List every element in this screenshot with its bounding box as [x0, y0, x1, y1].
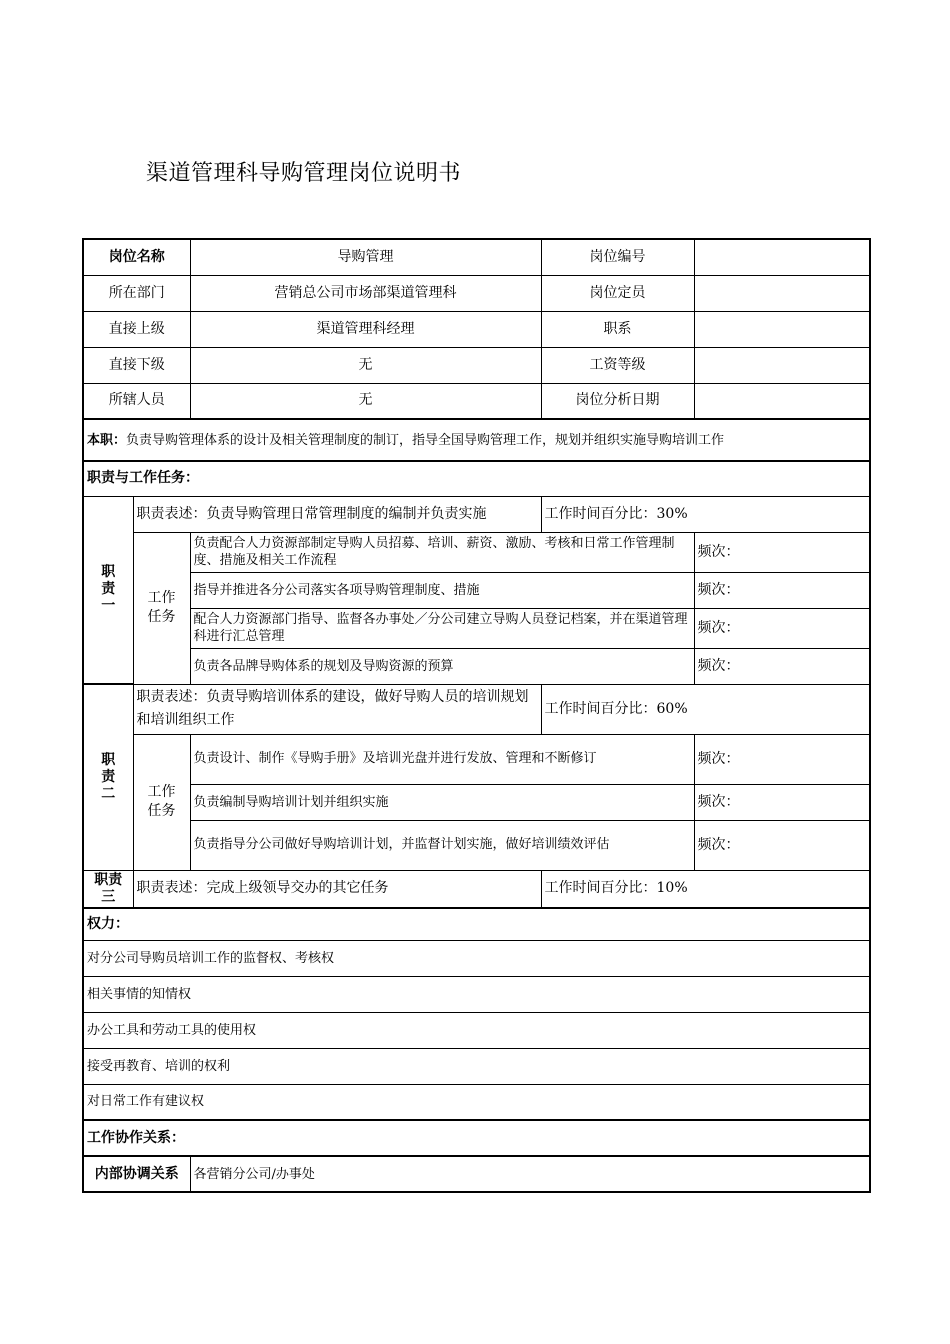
duty1-task: 指导并推进各分公司落实各项导购管理制度、措施: [190, 572, 694, 608]
duty2-desc-row: [83, 684, 870, 734]
duties-header-row: [83, 461, 870, 496]
duty1-task-row: [83, 532, 870, 572]
value-job-family: [694, 311, 870, 347]
basic-row-superior: [83, 311, 870, 347]
power-item-row: [83, 940, 870, 976]
duty2-task-row: [83, 820, 870, 870]
duty3-row: [83, 870, 870, 908]
duty2-task-freq: 频次：: [694, 820, 870, 870]
label-job-family: 职系: [541, 311, 694, 347]
duty3-label: [83, 870, 133, 908]
label-position-name: 岗位名称: [83, 239, 190, 275]
label-salary-grade: 工资等级: [541, 347, 694, 383]
page-title: 渠道管理科导购管理岗位说明书: [146, 161, 462, 186]
value-salary-grade: [694, 347, 870, 383]
duty2-task-freq: 频次：: [694, 784, 870, 820]
value-department: 营销总公司市场部渠道管理科: [190, 275, 541, 311]
duty2-task: 负责指导分公司做好导购培训计划，并监督计划实施，做好培训绩效评估: [190, 820, 694, 870]
duties-header: 职责与工作任务：: [83, 461, 870, 496]
basic-row-subordinate: [83, 347, 870, 383]
benzhi-text: 负责导购管理体系的设计及相关管理制度的制订，指导全国导购管理工作，规划并组织实施导购培训工作: [126, 432, 725, 448]
label-headcount: 岗位定员: [541, 275, 694, 311]
duty2-task: 负责设计、制作《导购手册》及培训光盘并进行发放、管理和不断修订: [190, 734, 694, 784]
power-item: 接受再教育、培训的权利: [83, 1048, 870, 1084]
duty2-desc: 职责表述：负责导购培训体系的建设，做好导购人员的培训规划和培训组织工作: [133, 684, 541, 734]
duty1-desc-row: [83, 496, 870, 532]
basic-row-position-name: [83, 239, 870, 275]
power-item: 相关事情的知情权: [83, 976, 870, 1012]
duty2-task-freq: 频次：: [694, 734, 870, 784]
internal-label: 内部协调关系: [83, 1156, 190, 1192]
label-staff: 所辖人员: [83, 383, 190, 419]
duty3-desc: 职责表述：完成上级领导交办的其它任务: [133, 870, 541, 908]
duty1-task: 配合人力资源部门指导、监督各办事处／分公司建立导购人员登记档案，并在渠道管理科进行汇总管理: [190, 608, 694, 648]
power-item: 对日常工作有建议权: [83, 1084, 870, 1120]
duty2-task-label: [133, 734, 190, 870]
value-position-name: 导购管理: [190, 239, 541, 275]
power-item-row: [83, 1048, 870, 1084]
power-item-row: [83, 1084, 870, 1120]
duty1-task-row: [83, 572, 870, 608]
relations-header: 工作协作关系：: [83, 1120, 870, 1156]
label-department: 所在部门: [83, 275, 190, 311]
power-item: 办公工具和劳动工具的使用权: [83, 1012, 870, 1048]
duty1-task-freq: 频次：: [694, 572, 870, 608]
duty1-task-freq: 频次：: [694, 532, 870, 572]
duty2-pct: 工作时间百分比：60%: [541, 684, 870, 734]
duty1-task-row: [83, 608, 870, 648]
duty1-name: 职责一: [101, 564, 116, 615]
duty1-label: [83, 496, 133, 684]
label-analysis-date: 岗位分析日期: [541, 383, 694, 419]
power-header-row: [83, 908, 870, 940]
label-superior: 直接上级: [83, 311, 190, 347]
value-subordinate: 无: [190, 347, 541, 383]
duty1-task-freq: 频次：: [694, 608, 870, 648]
benzhi-label: 本职：: [87, 432, 127, 448]
power-header: 权力：: [83, 908, 870, 940]
value-headcount: [694, 275, 870, 311]
power-item-row: [83, 976, 870, 1012]
benzhi-row: [83, 419, 870, 461]
duty2-name: 职责二: [101, 751, 116, 802]
duty2-task-label-text: 工作任务: [147, 784, 176, 819]
duty3-name: 职责三: [94, 871, 123, 905]
duty2-task: 负责编制导购培训计划并组织实施: [190, 784, 694, 820]
value-superior: 渠道管理科经理: [190, 311, 541, 347]
duty1-desc: 职责表述：负责导购管理日常管理制度的编制并负责实施: [133, 496, 541, 532]
duty1-task: 负责各品牌导购体系的规划及导购资源的预算: [190, 648, 694, 684]
job-description-table: [82, 238, 871, 1193]
duty2-task-row: [83, 734, 870, 784]
duty2-label: [83, 684, 133, 870]
basic-row-department: [83, 275, 870, 311]
duty1-task-row: [83, 648, 870, 684]
duty1-task-label-text: 工作任务: [147, 590, 176, 625]
power-item-row: [83, 1012, 870, 1048]
basic-row-staff: [83, 383, 870, 419]
relations-header-row: [83, 1120, 870, 1156]
label-position-code: 岗位编号: [541, 239, 694, 275]
duty1-task: 负责配合人力资源部制定导购人员招募、培训、薪资、激励、考核和日常工作管理制度、措施及相关工作流程: [190, 532, 694, 572]
power-item: 对分公司导购员培训工作的监督权、考核权: [83, 940, 870, 976]
duty1-pct: 工作时间百分比：30%: [541, 496, 870, 532]
duty3-pct: 工作时间百分比：10%: [541, 870, 870, 908]
value-staff: 无: [190, 383, 541, 419]
label-subordinate: 直接下级: [83, 347, 190, 383]
duty2-task-row: [83, 784, 870, 820]
duty1-task-freq: 频次：: [694, 648, 870, 684]
internal-value: 各营销分公司/办事处: [190, 1156, 870, 1192]
value-position-code: [694, 239, 870, 275]
relations-internal-row: [83, 1156, 870, 1192]
benzhi-cell: [83, 419, 870, 461]
value-analysis-date: [694, 383, 870, 419]
duty1-task-label: [133, 532, 190, 684]
